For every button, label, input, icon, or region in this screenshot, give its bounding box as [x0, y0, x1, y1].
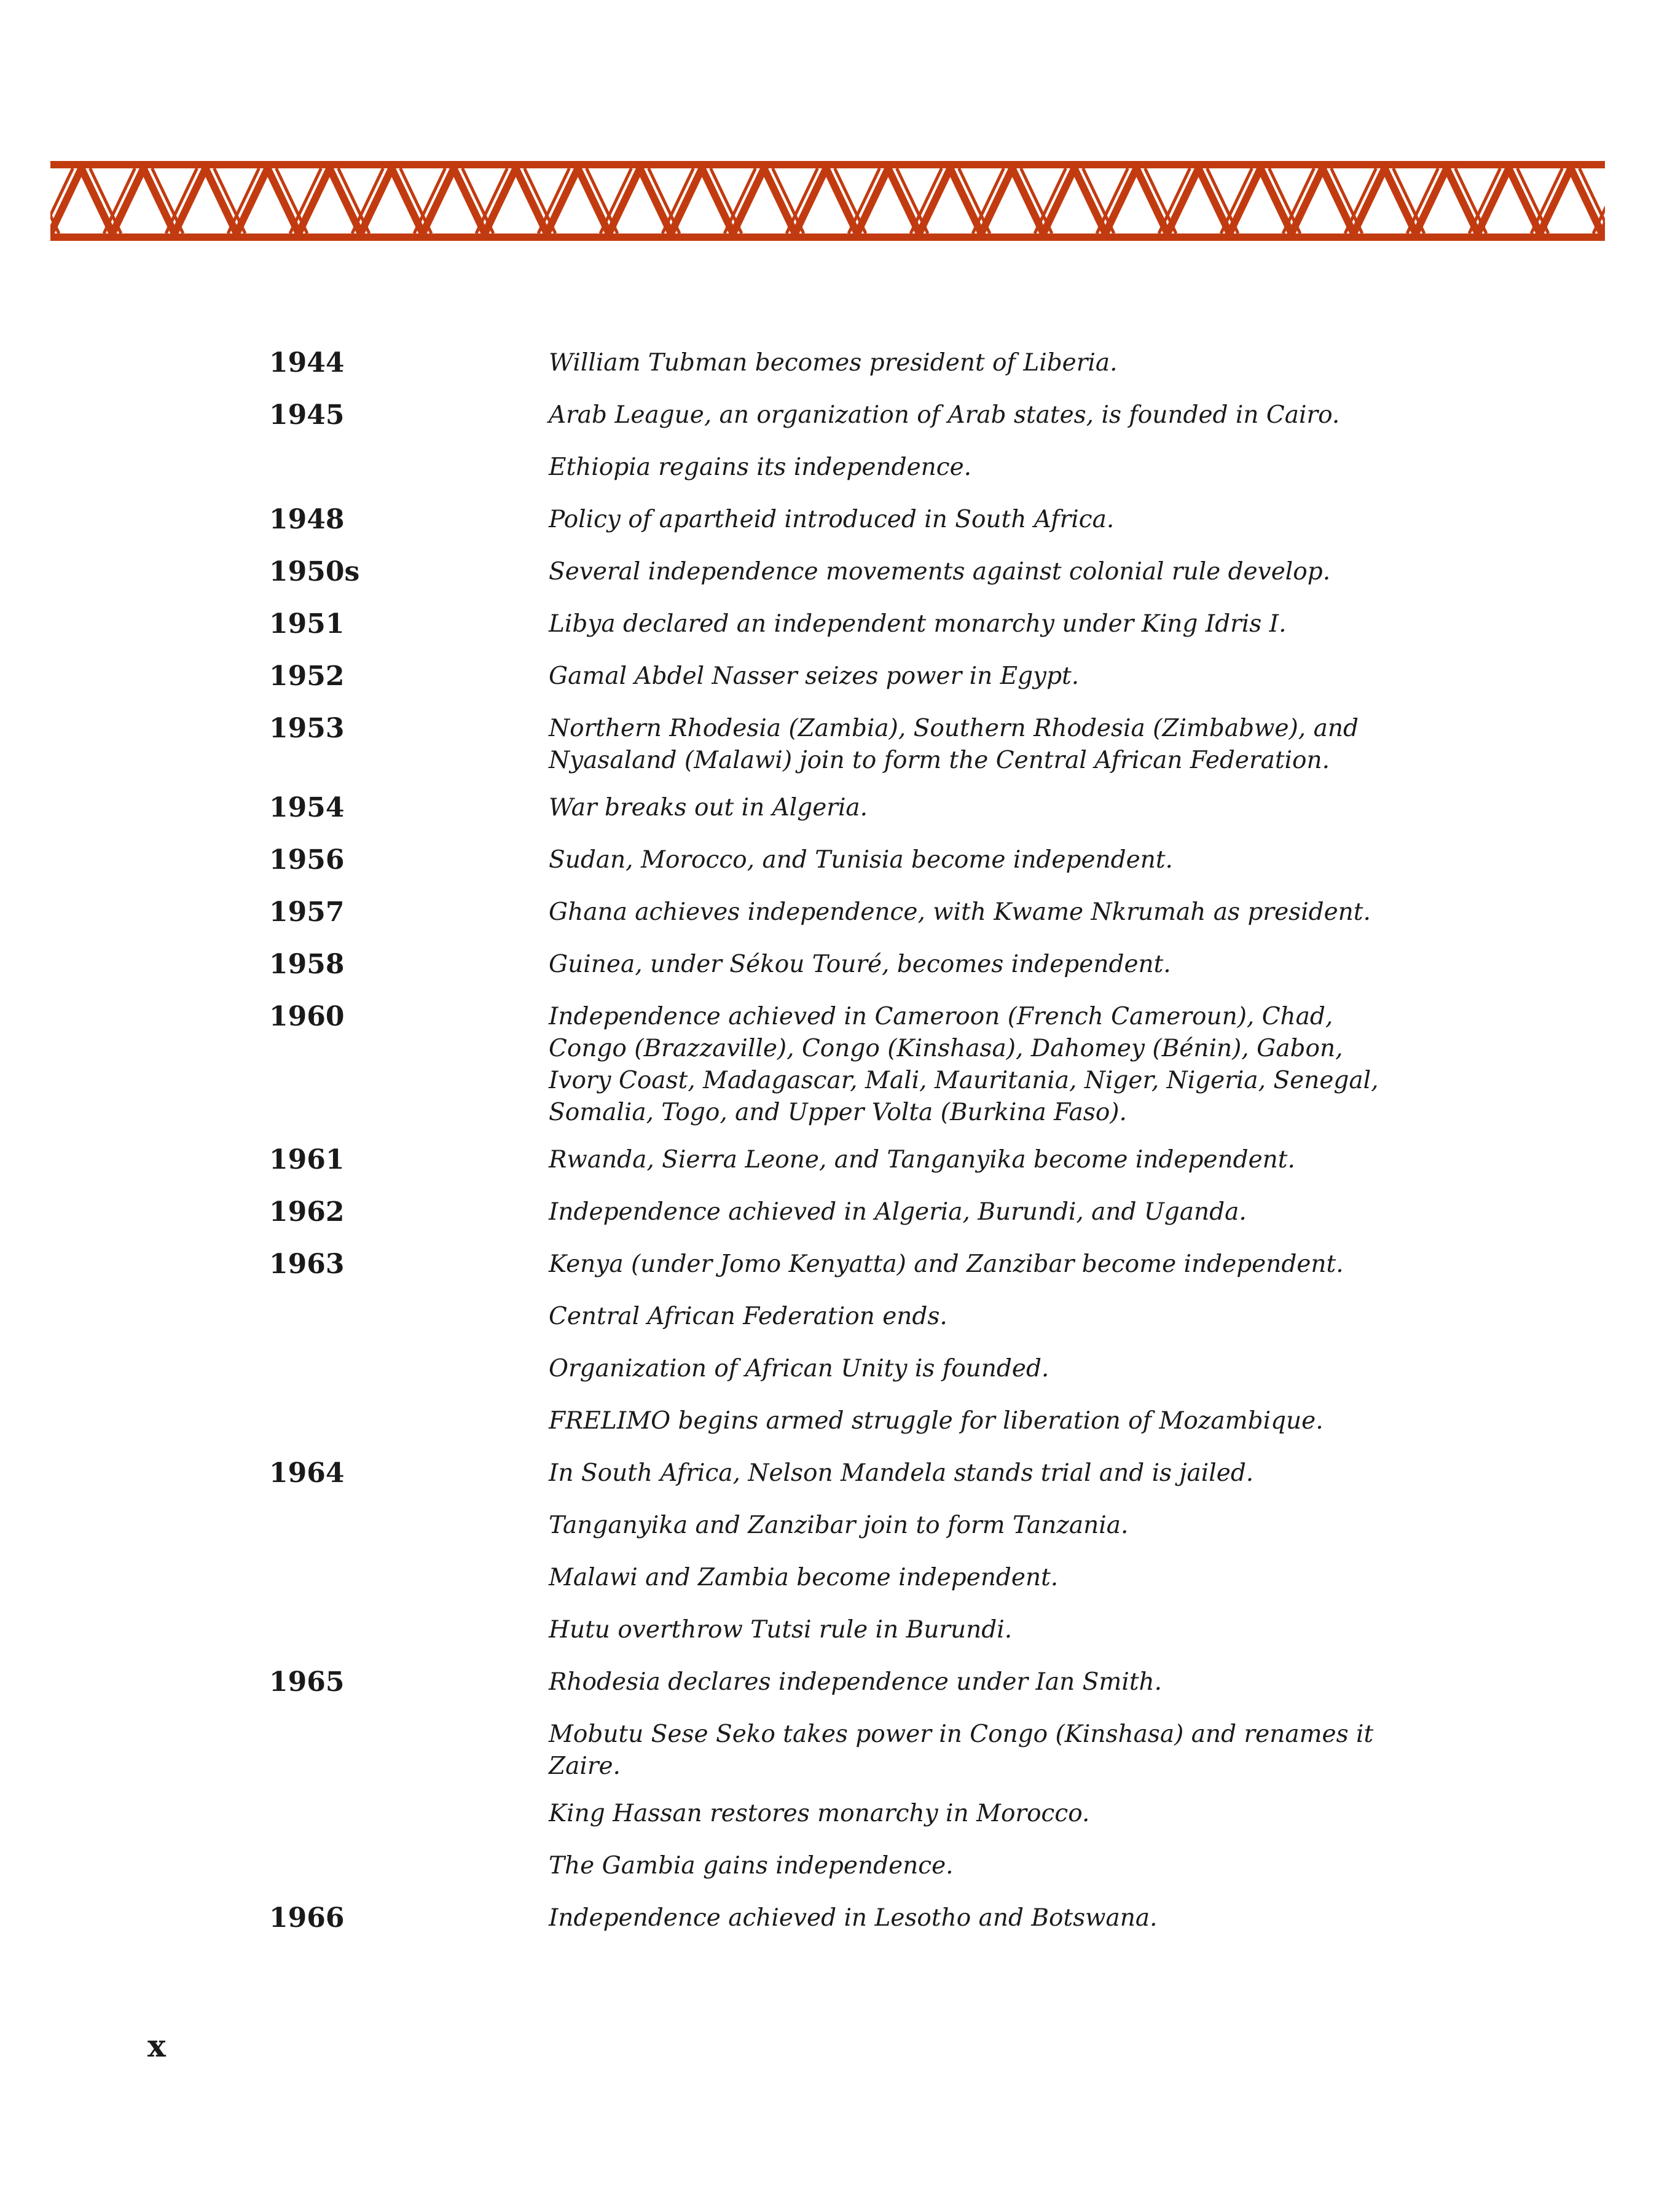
timeline-entry	[269, 556, 1437, 593]
timeline-entry	[269, 1666, 1437, 1703]
timeline-event: Gamal Abdel Nasser seizes power in Egypt.	[549, 662, 1080, 690]
timeline-event: Rwanda, Sierra Leone, and Tanganyika become independent.	[549, 1146, 1295, 1174]
timeline-year: 1963	[269, 1249, 345, 1280]
timeline-event: William Tubman becomes president of Liberia.	[549, 349, 1118, 377]
timeline-event: The Gambia gains independence.	[549, 1852, 954, 1880]
timeline-event: Guinea, under Sékou Touré, becomes independent.	[549, 951, 1171, 978]
timeline-entry	[269, 713, 1437, 777]
timeline-entry	[269, 1902, 1437, 1939]
timeline-event: Sudan, Morocco, and Tunisia become independent.	[549, 846, 1173, 874]
timeline-event: Independence achieved in Cameroon (French Cameroun), Chad, Congo (Brazzaville), Congo (Kinshasa), Dahomey (Bénin), Gabon, Ivory Coast, Madagascar, Mali, Mauritania, Niger, Nigeria, Senegal, Somalia, Togo, and Upper Volta (Burkina Faso).	[549, 1003, 1379, 1126]
border-top-bar	[50, 161, 1605, 168]
timeline-year: 1962	[269, 1196, 345, 1228]
timeline-event: Mobutu Sese Seko takes power in Congo (Kinshasa) and renames it Zaire.	[549, 1720, 1374, 1780]
timeline-event: Ethiopia regains its independence.	[549, 453, 972, 481]
timeline-entry	[269, 1405, 1437, 1442]
timeline-event: Independence achieved in Lesotho and Botswana.	[549, 1904, 1158, 1932]
timeline-entry	[269, 661, 1437, 697]
timeline-entry	[269, 452, 1437, 488]
timeline-list	[269, 347, 1437, 1955]
timeline-year: 1965	[269, 1666, 345, 1698]
timeline-event: Kenya (under Jomo Kenyatta) and Zanzibar become independent.	[549, 1250, 1344, 1278]
timeline-entry	[269, 1850, 1437, 1887]
timeline-event: Policy of apartheid introduced in South Africa.	[549, 506, 1115, 533]
timeline-year: 1964	[269, 1457, 345, 1489]
timeline-event: King Hassan restores monarchy in Morocco.	[549, 1800, 1090, 1827]
timeline-entry	[269, 1144, 1437, 1181]
timeline-event: Malawi and Zambia become independent.	[549, 1564, 1059, 1591]
timeline-event: Northern Rhodesia (Zambia), Southern Rhodesia (Zimbabwe), and Nyasaland (Malawi) join to form the Central African Federation.	[549, 715, 1359, 774]
timeline-event: Independence achieved in Algeria, Burundi, and Uganda.	[549, 1198, 1247, 1226]
timeline-entry	[269, 1614, 1437, 1651]
timeline-year: 1945	[269, 399, 345, 431]
timeline-year: 1966	[269, 1902, 345, 1934]
border-bottom-bar	[50, 233, 1605, 241]
timeline-year: 1960	[269, 1001, 345, 1032]
timeline-entry	[269, 1798, 1437, 1835]
decorative-border-band	[50, 161, 1605, 241]
timeline-entry	[269, 1196, 1437, 1233]
timeline-event: FRELIMO begins armed struggle for liberation of Mozambique.	[549, 1407, 1324, 1435]
timeline-entry	[269, 1249, 1437, 1285]
timeline-event: Tanganyika and Zanzibar join to form Tanzania.	[549, 1512, 1129, 1539]
timeline-event: Rhodesia declares independence under Ian Smith.	[549, 1668, 1163, 1696]
timeline-entry	[269, 504, 1437, 541]
timeline-year: 1952	[269, 661, 345, 692]
timeline-entry	[269, 608, 1437, 645]
timeline-entry	[269, 1457, 1437, 1494]
timeline-event: Arab League, an organization of Arab states, is founded in Cairo.	[549, 401, 1340, 429]
timeline-year: 1956	[269, 844, 345, 876]
timeline-entry	[269, 896, 1437, 933]
timeline-event: Central African Federation ends.	[549, 1303, 947, 1330]
timeline-year: 1950s	[269, 556, 360, 587]
timeline-entry	[269, 792, 1437, 829]
timeline-event: In South Africa, Nelson Mandela stands trial and is jailed.	[549, 1459, 1254, 1487]
timeline-event: Ghana achieves independence, with Kwame Nkrumah as president.	[549, 898, 1371, 926]
timeline-event: Several independence movements against colonial rule develop.	[549, 558, 1331, 586]
timeline-entry	[269, 1510, 1437, 1547]
timeline-entry	[269, 1719, 1437, 1783]
timeline-year: 1958	[269, 949, 345, 980]
timeline-event: Organization of African Unity is founded.	[549, 1355, 1049, 1382]
timeline-entry	[269, 1001, 1437, 1129]
timeline-year: 1944	[269, 347, 345, 378]
timeline-entry	[269, 1301, 1437, 1338]
timeline-entry	[269, 1353, 1437, 1390]
timeline-year: 1957	[269, 896, 345, 928]
timeline-entry	[269, 949, 1437, 986]
timeline-year: 1961	[269, 1144, 345, 1175]
zigzag-triangle-pattern-icon	[50, 161, 1605, 241]
timeline-event: War breaks out in Algeria.	[549, 794, 868, 822]
timeline-entry	[269, 1562, 1437, 1599]
timeline-event: Hutu overthrow Tutsi rule in Burundi.	[549, 1616, 1013, 1644]
timeline-year: 1951	[269, 608, 345, 640]
timeline-year: 1954	[269, 792, 345, 823]
page-number: x	[147, 2028, 166, 2064]
timeline-entry	[269, 347, 1437, 384]
timeline-entry	[269, 399, 1437, 436]
timeline-entry	[269, 844, 1437, 881]
timeline-year: 1948	[269, 504, 345, 535]
timeline-year: 1953	[269, 713, 345, 744]
timeline-event: Libya declared an independent monarchy under King Idris I.	[549, 610, 1287, 638]
